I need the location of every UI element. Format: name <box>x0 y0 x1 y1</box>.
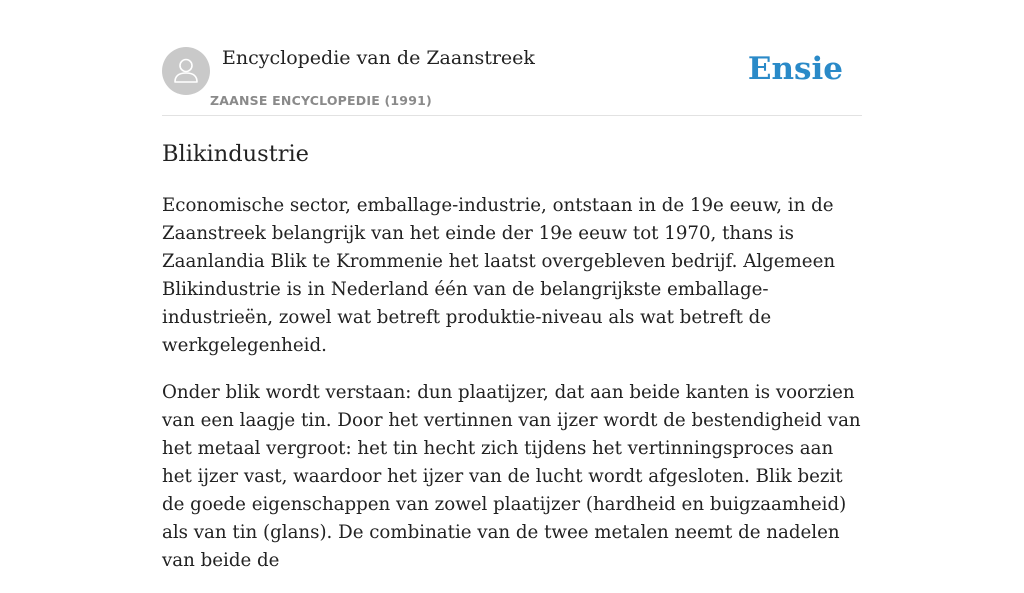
article-body <box>162 192 862 593</box>
avatar[interactable] <box>162 47 210 95</box>
article-paragraph: Onder blik wordt verstaan: dun plaatijzer, dat aan beide kanten is voorzien van een laagje tin. Door het vertinnen van ijzer wordt de bestendigheid van het metaal vergroot: het tin hecht zich tijdens het vertinningsproces aan het ijzer vast, waardoor het ijzer van de lucht wordt afgesloten. Blik bezit de goede eigenschappen van zowel plaatijzer (hardheid en buigzaamheid) als van tin (glans). De combinatie van de twee metalen neemt de nadelen van beide de <box>162 381 861 572</box>
page <box>162 0 862 572</box>
user-icon <box>162 47 210 95</box>
source-title[interactable]: Encyclopedie van de Zaanstreek <box>222 47 535 69</box>
brand-logo[interactable]: Ensie <box>747 51 843 87</box>
source-subtitle: ZAANSE ENCYCLOPEDIE (1991) <box>210 93 432 108</box>
source-header <box>162 0 862 116</box>
article-title: Blikindustrie <box>162 141 309 167</box>
article-paragraph: Economische sector, emballage-industrie, ontstaan in de 19e eeuw, in de Zaanstreek belangrijk van het einde der 19e eeuw tot 1970, thans is Zaanlandia Blik te Krommenie het laatst overgebleven bedrijf. Algemeen Blikindustrie is in Nederland één van de belangrijkste emballage-industrieën, zowel wat betreft produktie-niveau als wat betreft de werkgelegenheid. <box>162 195 836 357</box>
